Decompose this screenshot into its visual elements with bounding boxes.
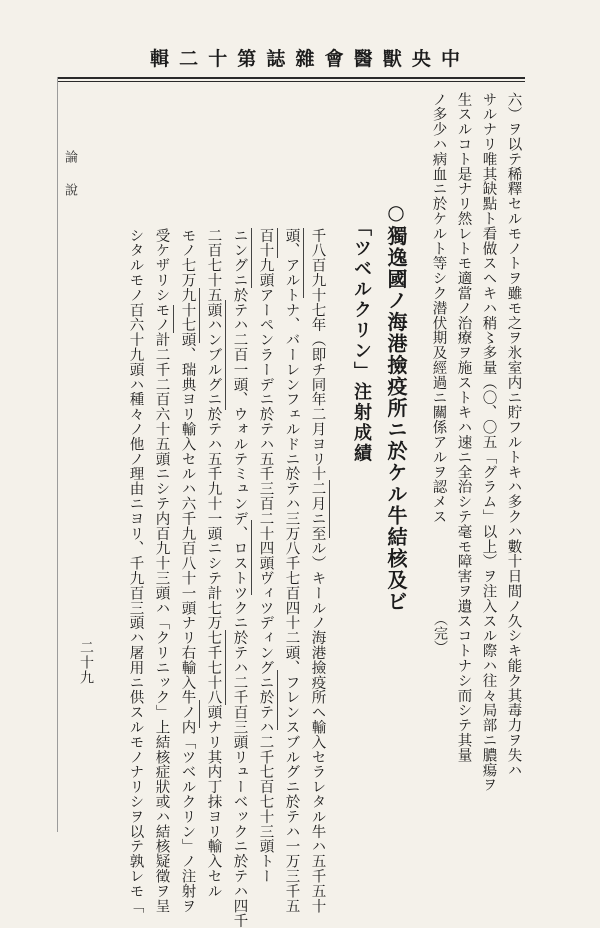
name-marker-line [303,228,304,298]
header-char: 第 [237,47,257,70]
header-char: 央 [411,47,431,70]
name-marker-line [329,480,330,538]
header-char: 雜 [295,47,315,70]
end-mark: （完） [432,612,448,654]
name-marker-line [277,670,278,730]
running-header [150,44,460,70]
text-column: 百十九頭アーペンラーデニ於テハ五千三百二十四頭ヴィツディングニ於テハ二千七百七十三頭トー [257,228,274,884]
text-column: シタルモノ百六十九頭ハ種々ノ他ノ理由ニヨリ、千九百三頭ハ屠用ニ供スルモノナリシヲ以テ孰レモ「 [127,228,144,914]
name-marker-line [225,630,226,705]
header-char: 二 [179,47,199,70]
name-marker-line [173,305,174,333]
header-char: 輯 [150,47,170,70]
text-column: 受ケザリシモノ計二千二百六十五頭ニシテ内百九十三頭ハ「クリニック」上結核症狀或ハ結核疑徵ヲ呈 [153,228,170,914]
header-rule-thin [57,81,525,82]
text-column: ノ多少ハ病血ニ於ケルト等シク潜伏期及經過ニ關係アルヲ認メス [430,92,447,525]
header-char: 十 [208,47,228,70]
name-marker-line [251,520,252,595]
name-marker-line [277,228,278,258]
section-label: 論說 [62,150,77,216]
page-number: 二十九 [78,640,94,685]
name-marker-line [199,288,200,343]
name-marker-line [199,700,200,728]
name-marker-line [251,228,252,288]
text-column: 六）ヲ以テ稀釋セルモノトヲ雖モ之ヲ氷室内ニ貯フルトキハ多クハ數十日間ノ久シキ能ク其毒力ヲ失ハ [505,92,522,778]
text-column: 二百七十五頭ハンブルグニ於テハ五千九十一頭ニシテ計七万七千七十八頭ナリ其内丁抹ヨリ輸入セル [205,228,222,899]
text-column: 千八百九十七年（即チ同年二月ヨリ十二月ニ至ル）キールノ海港撿疫所ヘ輸入セラレタル牛ハ五千五十 [309,228,326,914]
page-frame-line [57,77,58,832]
text-column: ニングニ於テハ二百一頭、ウォルテミュンデ、ロストツクニ於テハ二千百三頭リューベックニ於テハ四千 [231,228,248,928]
text-column: サルナリ唯其缺點ト看做スヘキハ稍〻多量（〇、〇五「グラム」以上）ヲ注入スル際ハ往々局部ニ膿瘍ヲ [480,92,497,793]
article-title: ○獨逸國ノ海港撿疫所ニ於ケル牛結核及ビ [384,200,408,613]
header-char: 獸 [382,47,402,70]
header-char: 誌 [266,47,286,70]
header-rule [57,77,525,79]
article-subtitle: 「ツベルクリン」注射成績 [351,218,372,464]
header-char: 中 [440,47,460,70]
header-char: 會 [324,47,344,70]
text-column: モノ七万九十七頭、瑞典ヨリ輸入セルハ六千九百八十一頭ナリ右輸入牛ノ内「ツベルクリン」ノ注射ヲ [179,228,196,914]
text-column: 頭、アルトナ、バーレンフェルドニ於テハ三万八千七百四十二頭、フレンスブルグニ於テハ一万三千五 [283,228,300,914]
text-column: 生スルコト是ナリ然レトモ適當ノ治療ヲ施ストキハ速ニ全治シテ毫モ障害ヲ遺スコトナシ而シテ其量 [455,92,472,763]
header-char: 醫 [353,47,373,70]
name-marker-line [225,300,226,410]
